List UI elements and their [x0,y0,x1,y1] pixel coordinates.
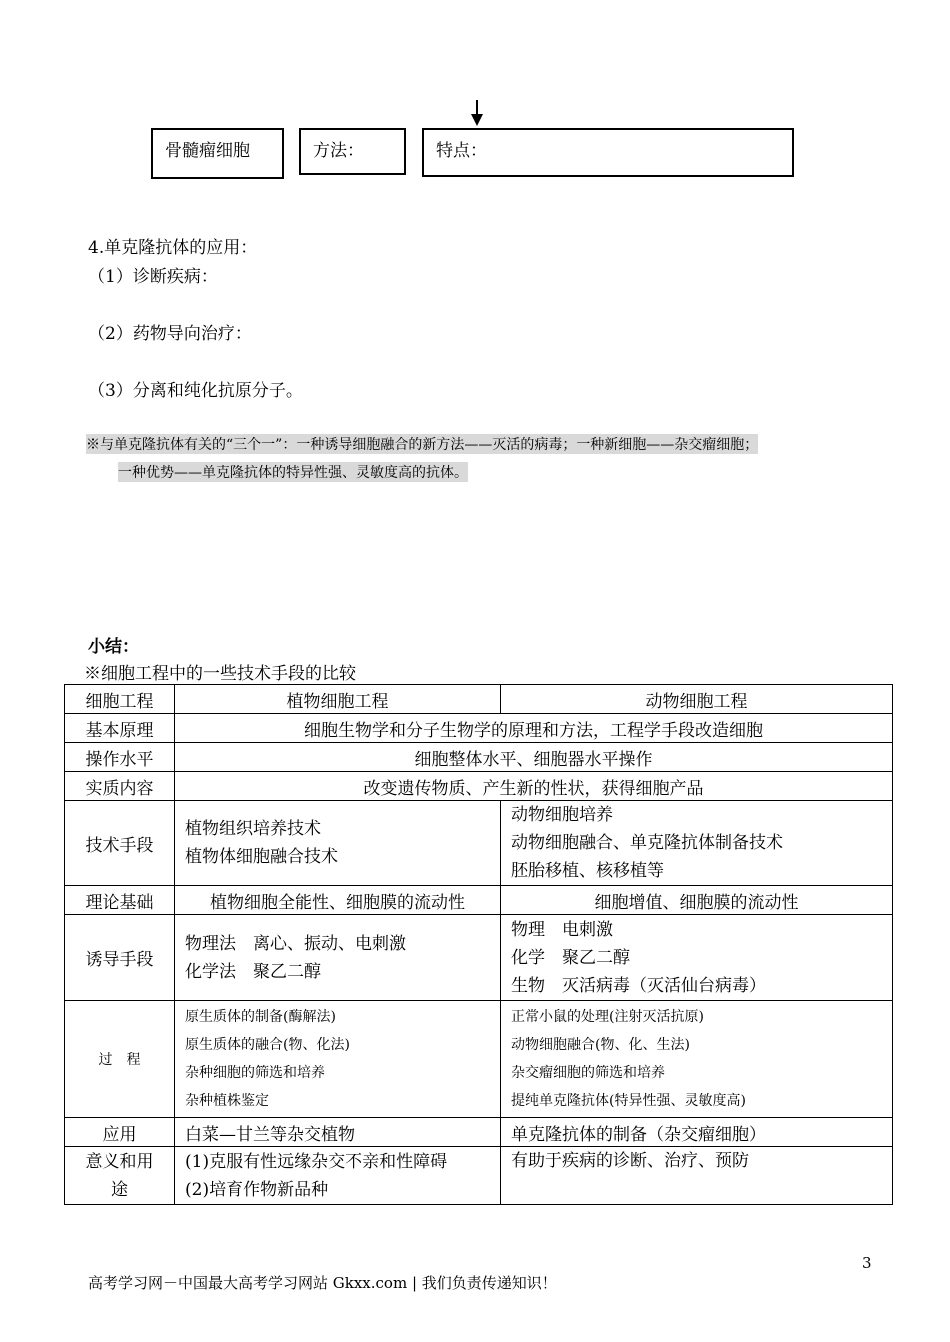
table-row [65,772,893,801]
note-line-2: 一种优势——单克隆抗体的特异性强、灵敏度高的抗体。 [118,462,468,482]
note-line-1: ※与单克隆抗体有关的“三个一”：一种诱导细胞融合的新方法——灭活的病毒；一种新细胞——杂交瘤细胞； [86,434,758,454]
list-item: 动物细胞融合、单克隆抗体制备技术 [511,833,783,853]
theory-animal: 细胞增值、细胞膜的流动性 [501,886,893,915]
list-item: 杂种细胞的筛选和培养 [185,1065,325,1081]
process-animal [501,1001,893,1118]
section4-item-drug-targeting: （2）药物导向治疗： [88,324,252,344]
myeloma-cell-box [151,128,284,179]
table-row [65,714,893,743]
list-item: 原生质体的融合(物、化法) [185,1037,350,1053]
summary-subheading: ※细胞工程中的一些技术手段的比较 [84,664,356,684]
process-plant [175,1001,501,1118]
row-label-essence: 实质内容 [65,772,175,801]
row-label-principle: 基本原理 [65,714,175,743]
row-label-significance [65,1147,175,1205]
theory-plant: 植物细胞全能性、细胞膜的流动性 [175,886,501,915]
list-item: 杂交瘤细胞的筛选和培养 [511,1065,665,1081]
feature-label: 特点： [436,141,487,161]
principle-value: 细胞生物学和分子生物学的原理和方法，工程学手段改造细胞 [175,714,893,743]
techniques-plant [175,801,501,886]
page-footer: 高考学习网－中国最大高考学习网站 Gkxx.com | 我们负责传递知识！ [88,1274,557,1292]
header-cell-animal: 动物细胞工程 [501,685,893,714]
list-item: 动物细胞培养 [511,805,613,825]
application-animal: 单克隆抗体的制备（杂交瘤细胞） [501,1118,893,1147]
method-label: 方法： [313,141,364,161]
techniques-animal [501,801,893,886]
significance-label-line: 途 [111,1179,128,1200]
myeloma-cell-label: 骨髓瘤细胞 [165,141,250,161]
section4-title: 4.单克隆抗体的应用： [88,238,258,258]
list-item: 有助于疾病的诊断、治疗、预防 [511,1151,749,1171]
list-item: 胚胎移植、核移植等 [511,861,664,881]
method-box [299,128,406,175]
row-label-application: 应用 [65,1118,175,1147]
table-header-row [65,685,893,714]
table-row [65,886,893,915]
list-item: 动物细胞融合(物、化、生法) [511,1037,690,1053]
application-plant: 白菜—甘兰等杂交植物 [175,1118,501,1147]
list-item: 物理 电刺激 [511,919,613,940]
list-item: 正常小鼠的处理(注射灭活抗原) [511,1009,704,1025]
list-item: 生物 灭活病毒（灭活仙台病毒） [511,975,766,996]
table-row [65,801,893,886]
induction-plant [175,915,501,1001]
list-item: 植物组织培养技术 [185,819,321,839]
list-item: 提纯单克隆抗体(特异性强、灵敏度高) [511,1093,746,1109]
list-item: 原生质体的制备(酶解法) [185,1009,336,1025]
section4-item-antigen-separation: （3）分离和纯化抗原分子。 [88,381,303,401]
table-row [65,1147,893,1205]
table-row [65,1118,893,1147]
level-value: 细胞整体水平、细胞器水平操作 [175,743,893,772]
list-item: 杂种植株鉴定 [185,1093,269,1109]
header-cell-engineering: 细胞工程 [65,685,175,714]
table-row [65,1001,893,1118]
significance-label-line: 意义和用 [85,1151,154,1172]
table-row [65,915,893,1001]
list-item: 化学 聚乙二醇 [511,947,630,968]
down-arrow-icon [471,114,483,126]
row-label-process: 过 程 [65,1001,175,1118]
list-item: 物理法 离心、振动、电刺激 [185,933,406,954]
header-cell-plant: 植物细胞工程 [175,685,501,714]
summary-heading: 小结： [88,637,139,657]
list-item: (2)培育作物新品种 [185,1179,329,1200]
row-label-induction: 诱导手段 [65,915,175,1001]
list-item: 植物体细胞融合技术 [185,847,338,867]
essence-value: 改变遗传物质、产生新的性状，获得细胞产品 [175,772,893,801]
induction-animal [501,915,893,1001]
row-label-level: 操作水平 [65,743,175,772]
feature-box [422,128,794,177]
page-number: 3 [862,1254,872,1272]
table-row [65,743,893,772]
row-label-techniques: 技术手段 [65,801,175,886]
section4-item-diagnosis: （1）诊断疾病： [88,267,218,287]
significance-plant [175,1147,501,1205]
list-item: (1)克服有性远缘杂交不亲和性障碍 [185,1151,448,1172]
row-label-theory: 理论基础 [65,886,175,915]
significance-animal [501,1147,893,1205]
list-item: 化学法 聚乙二醇 [185,961,321,982]
comparison-table [64,684,893,1205]
